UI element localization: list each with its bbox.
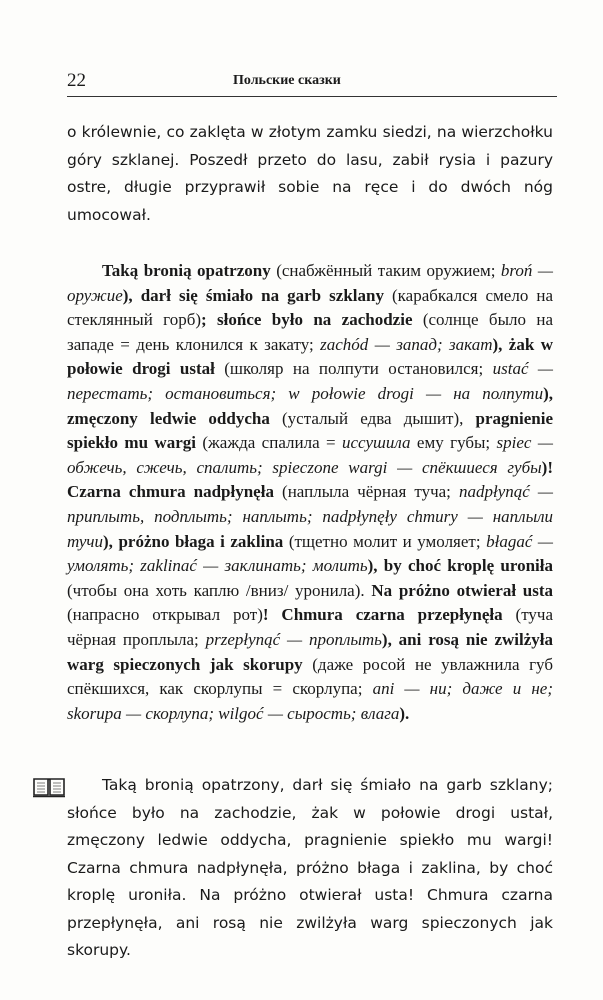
gloss-phrase: pragnienie spiekło mu wargi — [67, 408, 553, 453]
intro-paragraph: o królewnie, co zaklęta w złotym zamku siedzi, na wierzchołku góry szklanej. Poszedł przeto do lasu, zabił rysia i pazury ostre, długie przyprawił sobie na ręce i do dwóch nóg umocował. — [67, 123, 553, 224]
gloss-phrase: ), próżno błaga i zaklina — [103, 531, 284, 551]
gloss-translation: (жажда спалила = — [195, 433, 343, 453]
running-title: Польские сказки — [233, 73, 341, 88]
gloss-translation: (усталый едва дышит), — [269, 408, 476, 428]
gloss-phrase: ). — [399, 703, 410, 723]
gloss-translation: (напрасно открывал рот) — [67, 605, 263, 625]
gloss-phrase: )! Czarna chmura nadpłynęła — [67, 457, 553, 502]
gloss-vocab: иссушила — [342, 433, 411, 453]
gloss-phrase: ), zmęczony ledwie oddycha — [67, 383, 553, 428]
gloss-phrase: Taką bronią opatrzony — [102, 261, 271, 280]
gloss-vocab: błagać — умолять; zaklinać — заклинать; молить — [67, 531, 553, 576]
gloss-vocab: spiec — обжечь, сжечь, спалить; spieczone wargi — спёкшиеся губы — [67, 433, 553, 477]
gloss-translation: (карабкался смело на стеклянный горб) — [67, 285, 553, 330]
gloss-translation: (наплыла чёрная туча; — [273, 482, 459, 502]
gloss-vocab: ustać — перестать; остановиться; w połowie drogi — на полпути — [67, 359, 554, 403]
gloss-phrase: ), by choć kroplę uroniła — [367, 556, 553, 576]
gloss-phrase: ; słońce było na zachodzie — [201, 310, 413, 330]
gloss-vocab: przepłynąć — проплыть — [205, 629, 382, 649]
gloss-translation: (даже росой не увлажнила губ спёкшихся, как скорлупы = скорлупа; — [67, 654, 553, 699]
gloss-translation: ему губы; — [410, 433, 497, 453]
gloss-translation: (солнце было на западе = день клонился к закату; — [67, 310, 553, 354]
page-number: 22 — [67, 70, 86, 91]
gloss-phrase: Na próżno otwierał usta — [371, 580, 553, 600]
gloss-phrase: ), darł się śmiało na garb szklany — [122, 285, 384, 305]
gloss-paragraph — [67, 259, 553, 726]
gloss-translation: (школяр на полпути остановился; — [214, 359, 493, 379]
final-paragraph: Taką bronią opatrzony, darł się śmiało na garb szklany; słońce było na zachodzie, żak w połowie drogi ustał, zmęczony ledwie oddycha, pragnienie spiekło mu wargi! Czarna chmura nadpłynęła, próżno błaga i zaklina, by choć kroplę uroniła. Na próżno otwierał usta! Chmura czarna przepłynęła, ani rosą nie zwilżyła warg spieczonych jak skorupy. — [67, 776, 553, 959]
open-book-icon — [32, 776, 66, 798]
gloss-translation: (тщетно молит и умоляет; — [283, 531, 487, 551]
gloss-phrase: ), ani rosą nie zwilżyła warg spieczonych jak skorupy — [67, 629, 553, 674]
gloss-translation: (чтобы она хоть каплю /вниз/ уронила). — [67, 580, 372, 600]
gloss-vocab: zachód — запад; закат — [320, 334, 493, 354]
gloss-phrase: ), żak w połowie drogi ustał — [67, 334, 554, 379]
header-rule — [67, 96, 557, 97]
gloss-phrase: ! Chmura czarna przepłynęła — [262, 605, 503, 625]
gloss-vocab: nadpłynąć — приплыть, подплыть; наплыть; nadpłynęły chmury — наплыли тучи — [67, 482, 553, 551]
gloss-translation: (снабжённый таким оружием; — [270, 261, 501, 280]
gloss-vocab: broń — оружие — [67, 261, 553, 305]
gloss-vocab: ani — ни; даже и не; skorupa — скорлупа; wilgoć — сырость; влага — [67, 679, 553, 723]
gloss-translation: (туча чёрная проплыла; — [67, 605, 553, 649]
